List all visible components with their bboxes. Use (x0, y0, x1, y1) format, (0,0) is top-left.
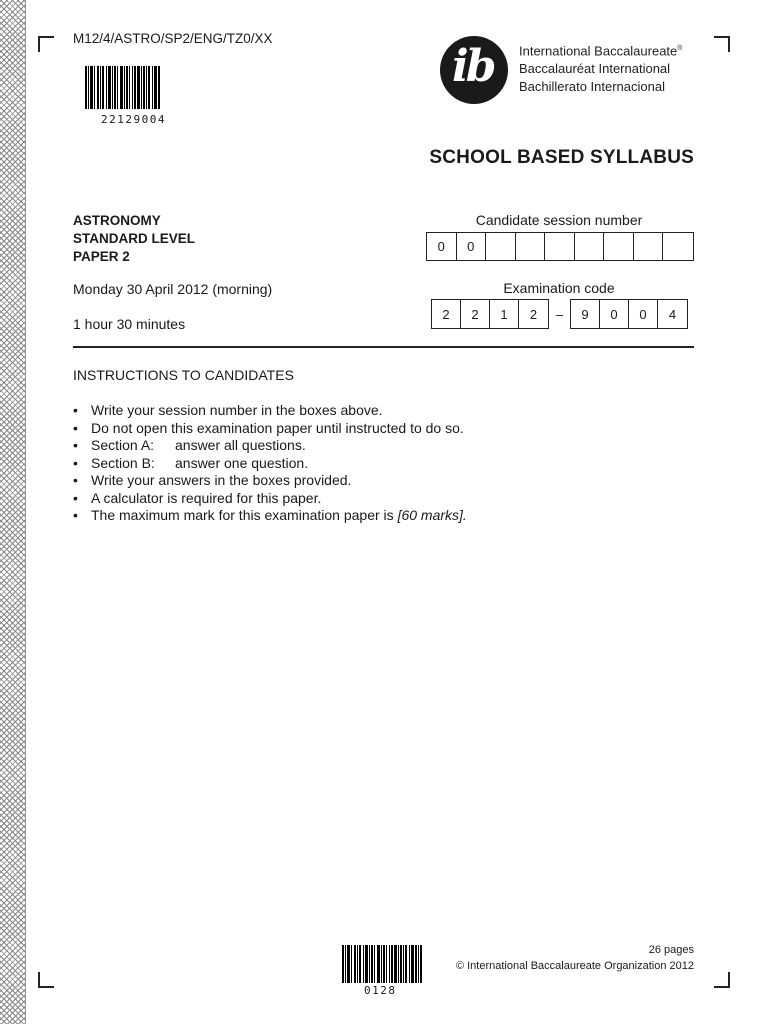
exam-code-digit: 2 (432, 300, 461, 328)
exam-code-digit: 1 (490, 300, 519, 328)
org-name-french: Baccalauréat International (519, 61, 671, 77)
session-digit-box[interactable] (604, 233, 634, 260)
session-digit-box[interactable] (663, 233, 693, 260)
page-count: 26 pages (648, 944, 694, 956)
instructions-list (73, 402, 467, 525)
instruction-item-section-a: • Section A: answer all questions. (73, 437, 306, 453)
exam-code-digit: 0 (600, 300, 629, 328)
paper-code: M12/4/ASTRO/SP2/ENG/TZ0/XX (73, 31, 273, 46)
barcode-bottom (342, 945, 422, 983)
instructions-title: INSTRUCTIONS TO CANDIDATES (73, 367, 294, 383)
exam-code-label: Examination code (503, 280, 615, 296)
instruction-item: • A calculator is required for this paper. (73, 489, 322, 506)
instruction-item: • Do not open this examination paper until instructed to do so. (73, 419, 464, 436)
instruction-item: • Write your answers in the boxes provided. (73, 472, 352, 488)
session-digit-box[interactable] (545, 233, 575, 260)
session-digit-box[interactable] (575, 233, 605, 260)
org-name-english: International Baccalaureate® (519, 43, 683, 59)
exam-duration: 1 hour 30 minutes (73, 316, 186, 332)
session-digit-box[interactable] (634, 233, 664, 260)
barcode-top (85, 66, 160, 109)
crop-mark-top-right (714, 36, 730, 52)
exam-date: Monday 30 April 2012 (morning) (73, 281, 273, 297)
barcode-number-top: 22129004 (101, 113, 166, 126)
session-digit-box[interactable]: 0 (427, 233, 457, 260)
instruction-item: • Write your session number in the boxes above. (73, 402, 383, 418)
horizontal-rule (73, 346, 694, 348)
exam-code-digit: 9 (571, 300, 600, 328)
instruction-item-max-marks: • The maximum mark for this examination paper is [60 marks]. (73, 507, 467, 523)
ib-logo-letters: ib (452, 41, 494, 92)
crop-mark-bottom-right (714, 972, 730, 988)
exam-code-group-2 (570, 299, 688, 329)
perforation-strip (0, 0, 26, 1024)
candidate-session-label: Candidate session number (475, 212, 643, 228)
exam-code-digit: 0 (629, 300, 658, 328)
crop-mark-bottom-left (38, 972, 54, 988)
barcode-bar (158, 66, 160, 109)
session-digit-box[interactable] (516, 233, 546, 260)
subject-block (73, 212, 195, 266)
ib-logo-icon (440, 36, 508, 104)
exam-code-boxes (431, 299, 688, 329)
barcode-bar (420, 945, 422, 983)
exam-code-digit: 4 (668, 306, 677, 322)
subject-level: STANDARD LEVEL (73, 231, 196, 246)
barcode-number-bottom: 0128 (364, 984, 397, 997)
org-name-spanish: Bachillerato Internacional (519, 79, 665, 95)
subject-name: ASTRONOMY (73, 213, 161, 228)
candidate-session-boxes[interactable] (426, 232, 694, 261)
subject-paper: PAPER 2 (73, 249, 130, 264)
exam-code-digit: 2 (461, 300, 490, 328)
session-digit-box[interactable]: 0 (457, 233, 487, 260)
instruction-item-section-b: • Section B: answer one question. (73, 454, 309, 471)
exam-code-group-1 (431, 299, 549, 329)
organization-names (519, 40, 682, 96)
session-digit-box[interactable] (486, 233, 516, 260)
crop-mark-top-left (38, 36, 54, 52)
syllabus-title: SCHOOL BASED SYLLABUS (429, 147, 694, 168)
exam-code-separator: – (555, 306, 564, 322)
exam-code-digit: 2 (529, 306, 538, 322)
copyright-notice: © International Baccalaureate Organization 2012 (455, 960, 694, 972)
